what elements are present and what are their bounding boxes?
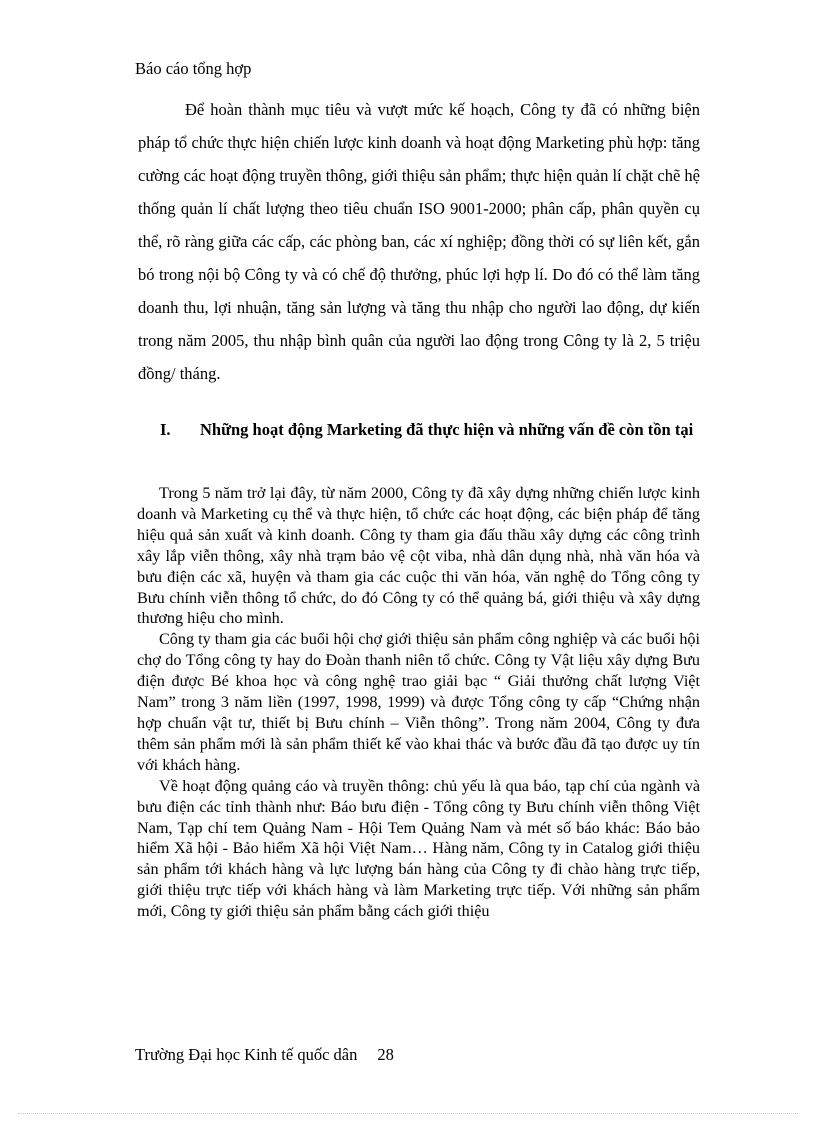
page-header: Báo cáo tổng hợp [135, 59, 252, 78]
section-body [137, 483, 700, 922]
page-footer [135, 1044, 394, 1066]
intro-paragraph: Để hoàn thành mục tiêu và vượt mức kế hoạch, Công ty đã có những biện pháp tổ chức thực hiện chiến lược kinh doanh và hoạt động Marketing phù hợp: tăng cường các hoạt động truyền thông, giới thiệu sản phẩm; thực hiện quản lí chặt chẽ hệ thống quản lí chất lượng theo tiêu chuẩn ISO 9001-2000; phân cấp, phân quyền cụ thể, rõ ràng giữa các cấp, các phòng ban, các xí nghiệp; đồng thời có sự liên kết, gắn bó trong nội bộ Công ty và có chế độ thưởng, phúc lợi hợp lí. Do đó có thể làm tăng doanh thu, lợi nhuận, tăng sản lượng và tăng thu nhập cho người lao động, dự kiến trong năm 2005, thu nhập bình quân của người lao động trong Công ty là 2, 5 triệu đồng/ tháng. [138, 100, 700, 383]
page-number: 28 [377, 1045, 394, 1064]
footer-school: Trường Đại học Kinh tế quốc dân [135, 1045, 358, 1064]
body-paragraph-3: Về hoạt động quảng cáo và truyền thông: chủ yếu là qua báo, tạp chí của ngành và bưu điện các tỉnh thành như: Báo bưu điện - Tổng công ty Bưu chính viễn thông Việt Nam, Tạp chí tem Quảng Nam - Hội Tem Quảng Nam và mét số báo khác: Báo bảo hiểm Xã hội - Bảo hiểm Xã hội Việt Nam… Hàng năm, Công ty in Catalog giới thiệu sản phẩm tới khách hàng và lực lượng bán hàng của Công ty đi chào hàng trực tiếp, giới thiệu trực tiếp với khách hàng và làm Marketing trực tiếp. Với những sản phẩm mới, Công ty giới thiệu sản phẩm bằng cách giới thiệu [137, 776, 700, 921]
body-paragraph-2: Công ty tham gia các buổi hội chợ giới thiệu sản phẩm công nghiệp và các buổi hội chợ do Tổng công ty hay do Đoàn thanh niên tổ chức. Công ty Vật liệu xây dựng Bưu điện được Bé khoa học và công nghệ trao giải bạc “ Giải thưởng chất lượng Việt Nam” trong 3 năm liền (1997, 1998, 1999) và được Tổng công ty cấp “Chứng nhận hợp chuẩn vật tư, thiết bị Bưu chính – Viễn thông”. Trong năm 2004, Công ty đưa thêm sản phẩm mới là sản phẩm thiết kế vào khai thác và bước đầu đã tạo được uy tín với khách hàng. [137, 630, 700, 774]
intro-section [138, 93, 700, 390]
section-number: I. [160, 420, 171, 439]
body-paragraph-1: Trong 5 năm trở lại đây, từ năm 2000, Công ty đã xây dựng những chiến lược kinh doanh và Marketing cụ thể và thực hiện, tổ chức các hoạt động, các biện pháp để tăng hiệu quả sản xuất và kinh doanh. Công ty tham gia đấu thầu xây dựng các công trình xây lắp viễn thông, xây nhà trạm bảo vệ cột viba, nhà dân dụng nhà, nhà văn hóa và bưu điện các xã, huyện và tham gia các cuộc thi văn hóa, văn nghệ do Tổng công ty Bưu chính viễn thông tổ chức, do đó Công ty có thể quảng bá, giới thiệu và xây dựng thương hiệu cho mình. [137, 484, 700, 628]
bottom-divider [18, 1113, 798, 1114]
section-heading [138, 413, 700, 446]
section-title: Những hoạt động Marketing đã thực hiện và những vấn đề còn tồn tại [200, 420, 694, 439]
